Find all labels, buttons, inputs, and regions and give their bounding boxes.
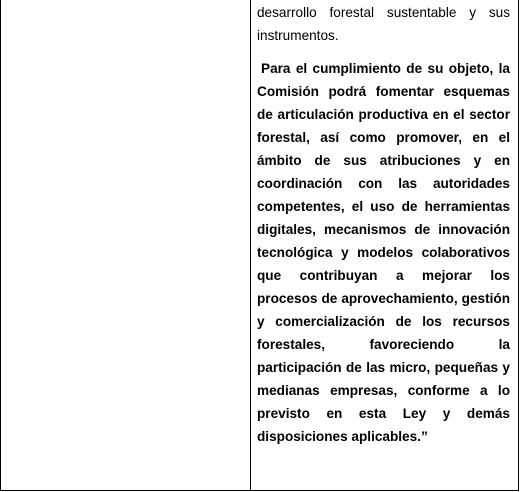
- paragraph-bold-addition: Para el cumplimiento de su objeto, la Comisión podrá fomentar esquemas de articulación productiva en el sector forestal, así como promover, en el ámbito de sus atribuciones y en coordinación con las autoridades competentes, el uso de herramientas digitales, mecanismos de innovación tecnológica y modelos colaborativos que contribuyan a mejorar los procesos de aprovechamiento, gestión y comercialización de los recursos forestales, favoreciendo la participación de las micro, pequeñas y medianas empresas, conforme a lo previsto en esta Ley y demás disposiciones aplicables.”: [257, 61, 510, 445]
- table-cell-right: [251, 0, 518, 490]
- paragraph-continuation: desarrollo forestal sustentable y sus instrumentos.: [257, 5, 510, 43]
- table-cell-left: [1, 0, 251, 490]
